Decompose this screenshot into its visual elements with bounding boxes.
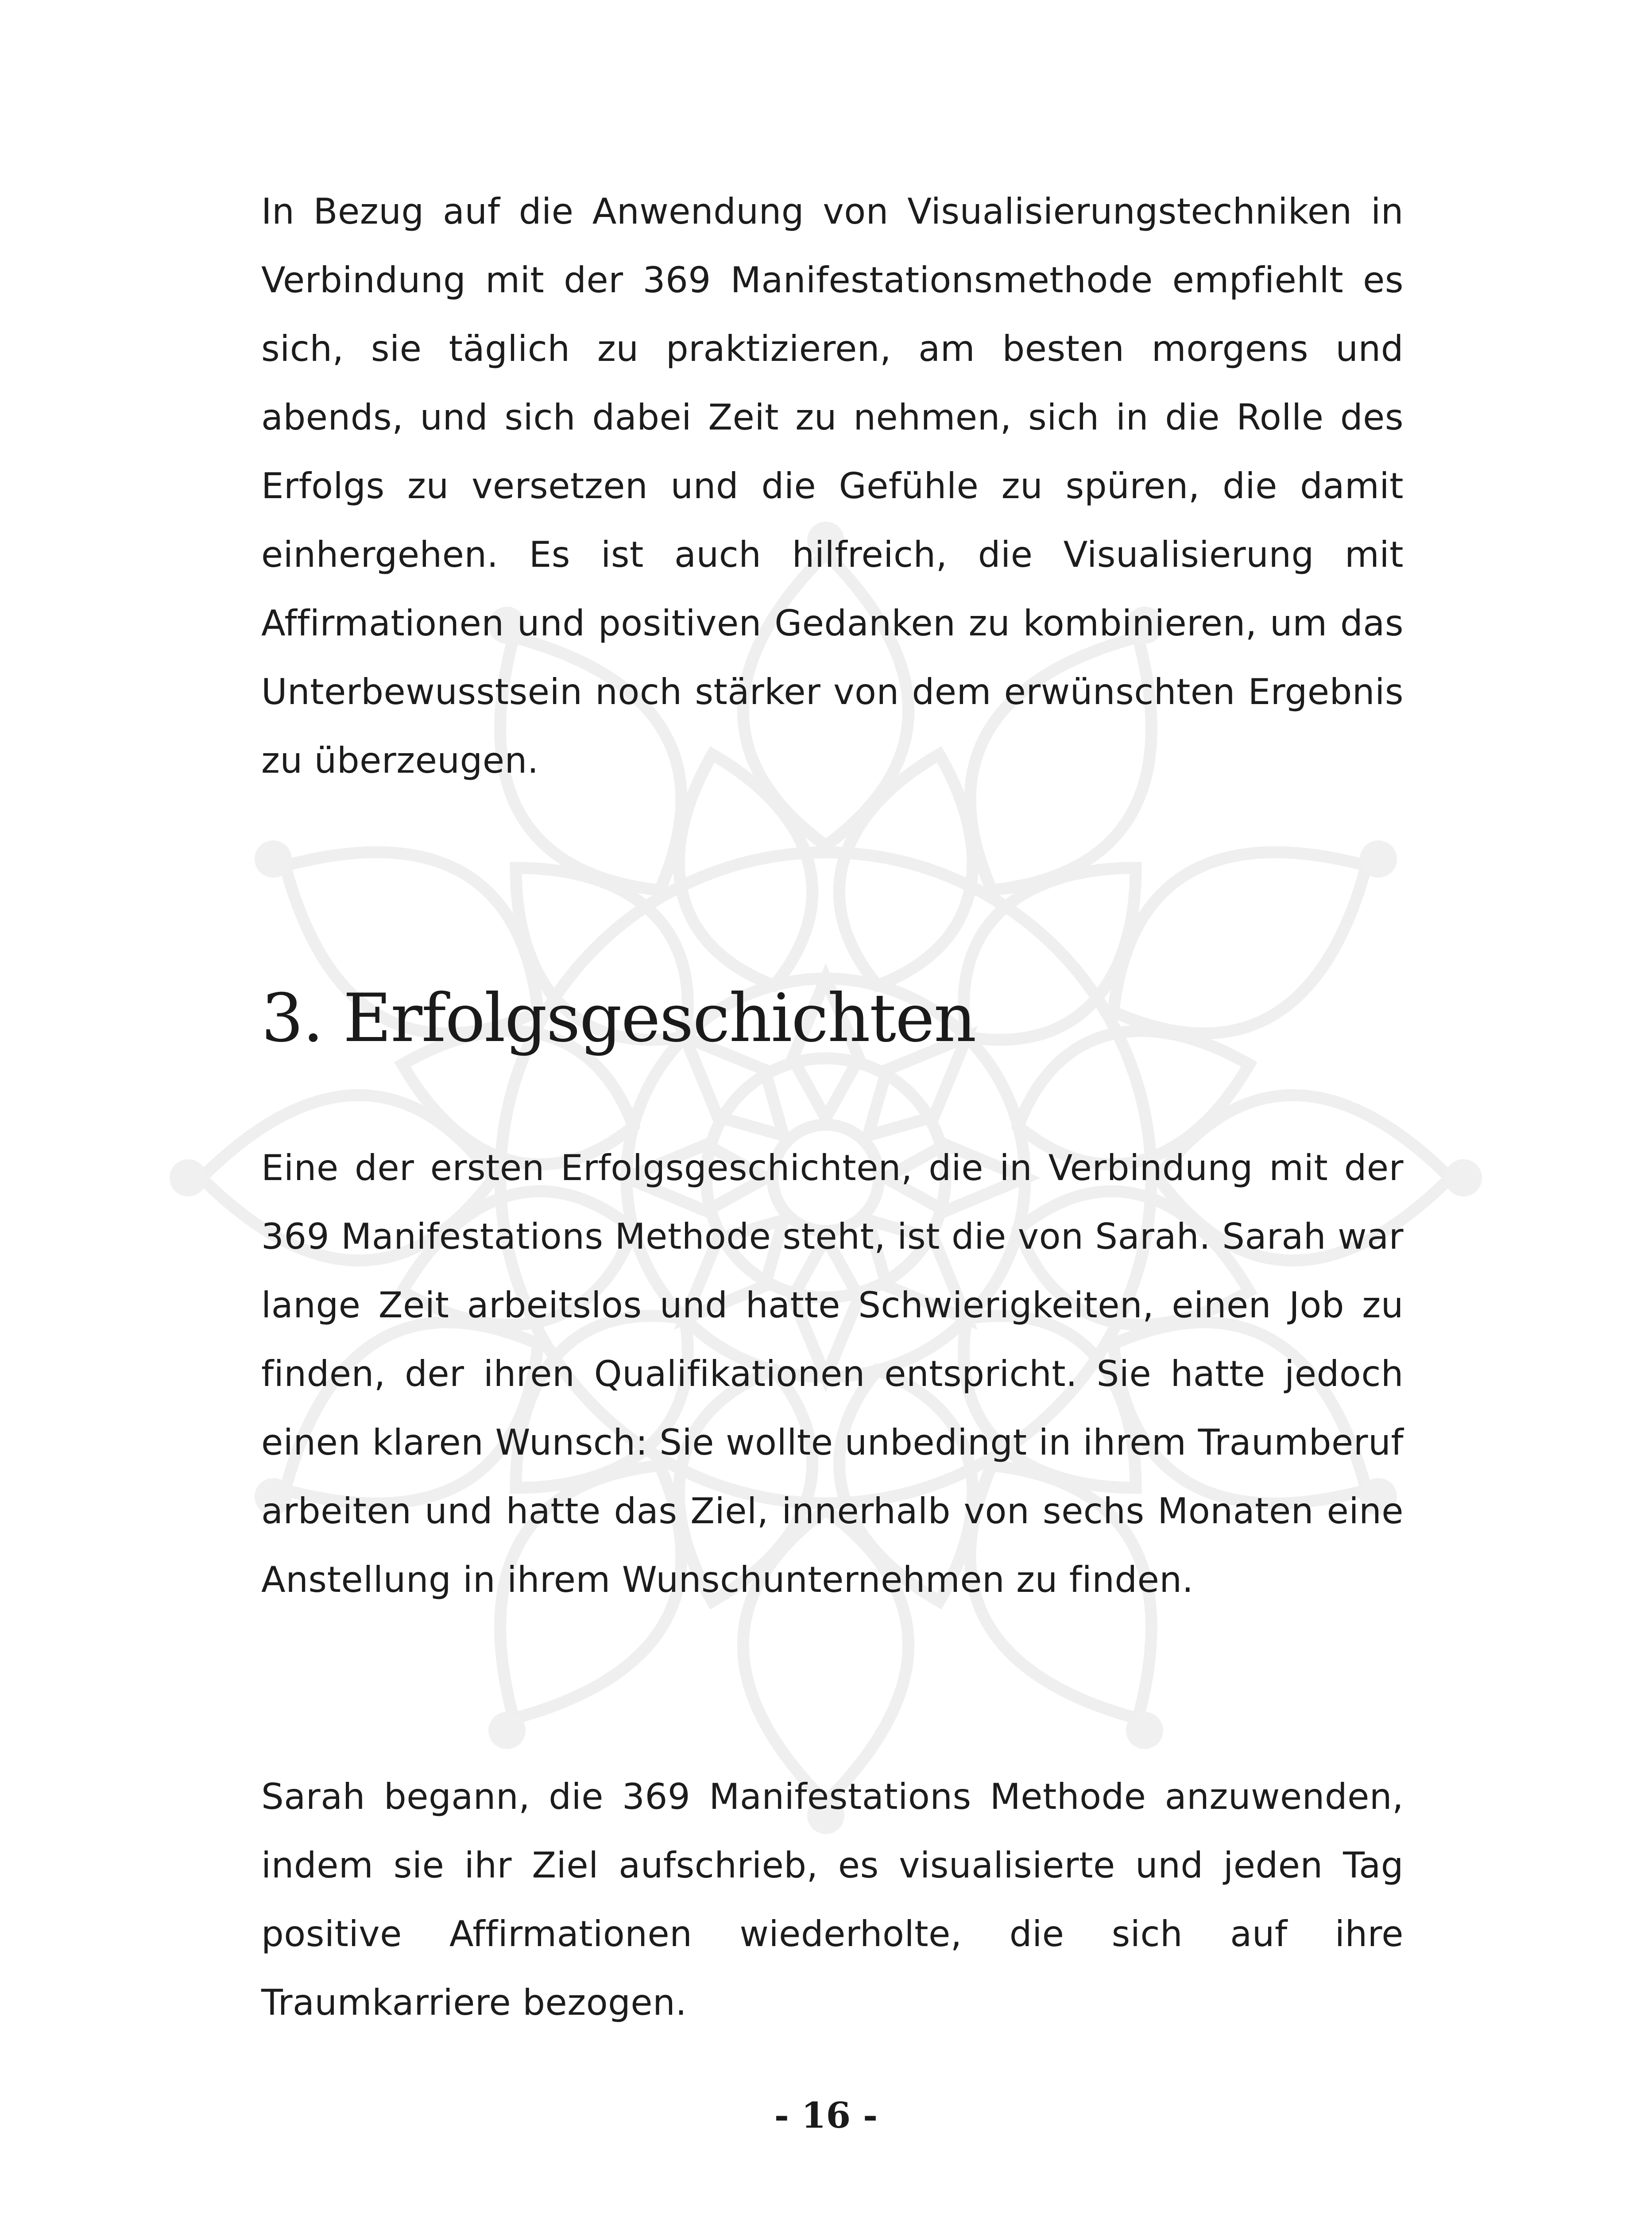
section-heading: 3. Erfolgsgeschichten (261, 980, 976, 1057)
paragraph-sarah-method: Sarah begann, die 369 Manifestations Methode anzuwenden, indem sie ihr Ziel aufschrieb, es visualisierte und jeden Tag positive Affirmationen wiederholte, die sich auf ihre Traumkarriere bezogen. (261, 1776, 1404, 2023)
page-number: - 16 - (774, 2094, 878, 2136)
paragraph-success-story: Eine der ersten Erfolgsgeschichten, die in Verbindung mit der 369 Manifestations Methode steht, ist die von Sarah. Sarah war lange Zeit arbeitslos und hatte Schwierigkeiten, einen Job zu finden, der ihren Qualifikationen entspricht. Sie hatte jedoch einen klaren Wunsch: Sie wollte unbedingt in ihrem Traumberuf arbeiten und hatte das Ziel, innerhalb von sechs Monaten eine Anstellung in ihrem Wunschunternehmen zu finden. (261, 1147, 1404, 1600)
paragraph-visualization: In Bezug auf die Anwendung von Visualisierungstechniken in Verbindung mit der 369 Manifestationsmethode empfiehlt es sich, sie täglich zu praktizieren, am besten morgens und abends, und sich dabei Zeit zu nehmen, sich in die Rolle des Erfolgs zu versetzen und die Gefühle zu spüren, die damit einhergehen. Es ist auch hilfreich, die Visualisierung mit Affirmationen und positiven Gedanken zu kombinieren, um das Unterbewusstsein noch stärker von dem erwünschten Ergebnis zu überzeugen. (261, 191, 1404, 781)
